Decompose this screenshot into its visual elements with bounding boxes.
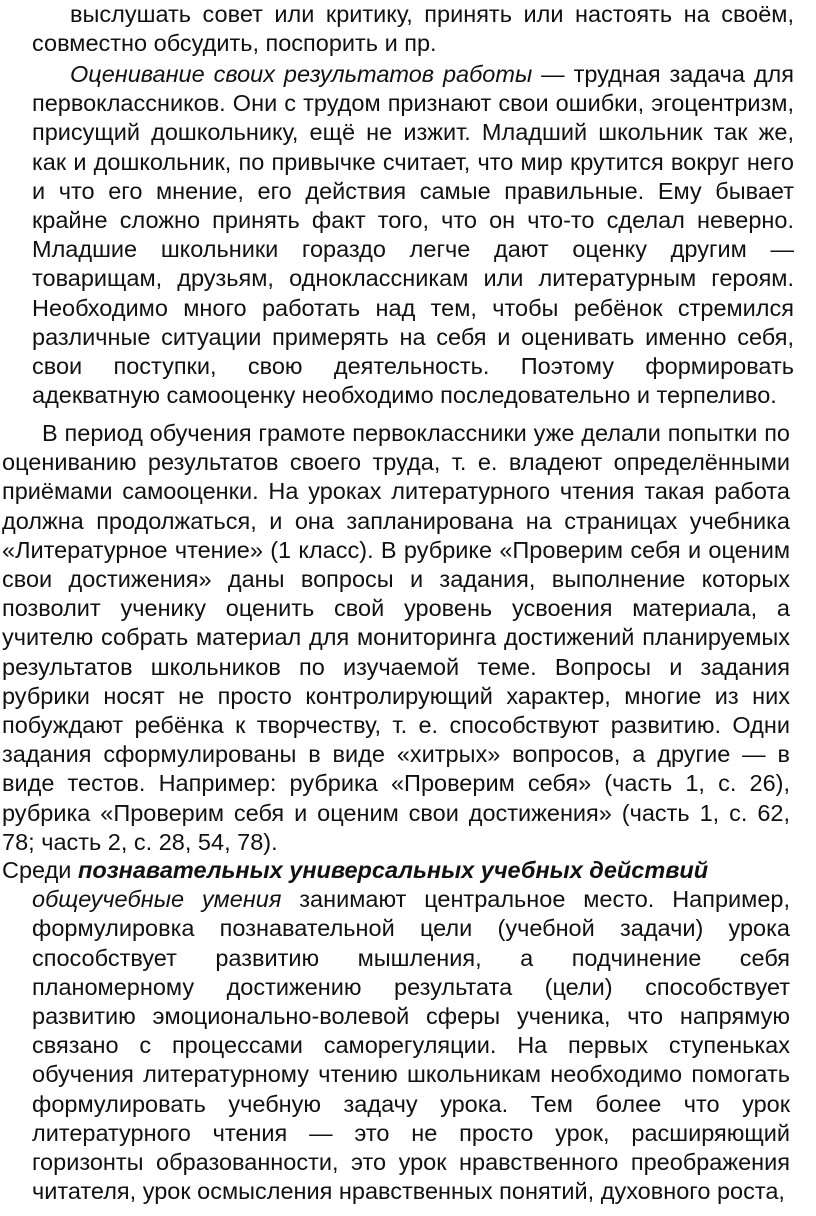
paragraph-self-assessment <box>32 60 794 410</box>
hanging-text <box>32 885 790 1206</box>
paragraph-continuation <box>32 0 794 58</box>
paragraph-text: — трудная задача для первоклассников. Они с трудом признают свои ошибки, эгоцентризм, присущий дошкольнику, ещё не изжит. Младший школьник так же, как и дошкольник, по привычке считает, что мир крутится вокруг него и что его мнение, его действия самые правильные. Ему бывает крайне сложно принять факт того, что он что-то сделал неверно. Младшие школьники гораздо легче дают оценку другим — товарищам, друзьям, одноклассникам или литературным героям. Необходимо много работать над тем, чтобы ребёнок стремился различные ситуации примерять на себя и оценивать именно себя, свои поступки, свою деятельность. Поэтому формировать адекватную самооценку необходимо последовательно и терпеливо. <box>32 61 794 409</box>
italic-term: общеучебные умения <box>32 886 282 913</box>
italic-term: Оценивание своих результатов работы <box>70 61 533 87</box>
paragraph-cognitive-actions <box>2 856 790 1206</box>
bold-italic-term: познавательных универсальных учебных действий <box>77 857 709 883</box>
paragraph-literacy-period <box>2 419 790 857</box>
paragraph-text: выслушать совет или критику, принять или настоять на своём, совместно обсудить, поспорить и пр. <box>32 1 794 57</box>
paragraph-lead: Среди <box>2 857 78 883</box>
paragraph-text: В период обучения грамоте первоклассники уже делали попытки по оцениванию результатов своего труда, т. е. владеют определёнными приёмами самооценки. На уроках литературного чтения такая работа должна продолжаться, и она запланирована на страницах учебника «Литературное чтение» (1 класс). В рубрике «Проверим себя и оценим свои достижения» даны вопросы и задания, выполнение которых позволит ученику оценить свой уровень усвоения материала, а учителю собрать материал для мониторинга достижений планируемых результатов школьников по изучаемой теме. Вопросы и задания рубрики носят не просто контролирующий характер, многие из них побуждают ребёнка к творчеству, т. е. способствуют развитию. Одни задания сформулированы в виде «хитрых» вопросов, а другие — в виде тестов. Например: рубрика «Проверим себя» (часть 1, с. 26), рубрика «Проверим себя и оценим свои достижения» (часть 1, с. 62, 78; часть 2, с. 28, 54, 78). <box>2 420 790 855</box>
paragraph-text: занимают центральное место. Например, формулировка познавательной цели (учебной задачи) урока способствует развитию мышления, а подчинение себя планомерному достижению результата (цели) способствует развитию эмоционально-волевой сферы ученика, что напрямую связано с процессами саморегуляции. На первых ступеньках обучения литературному чтению школьникам необходимо помогать формулировать учебную задачу урока. Тем более что урок литературного чтения — это не просто урок, расширяющий горизонты образованности, это урок нравственного преображения читателя, урок осмысления нравственных понятий, духовного роста, <box>32 886 790 1205</box>
